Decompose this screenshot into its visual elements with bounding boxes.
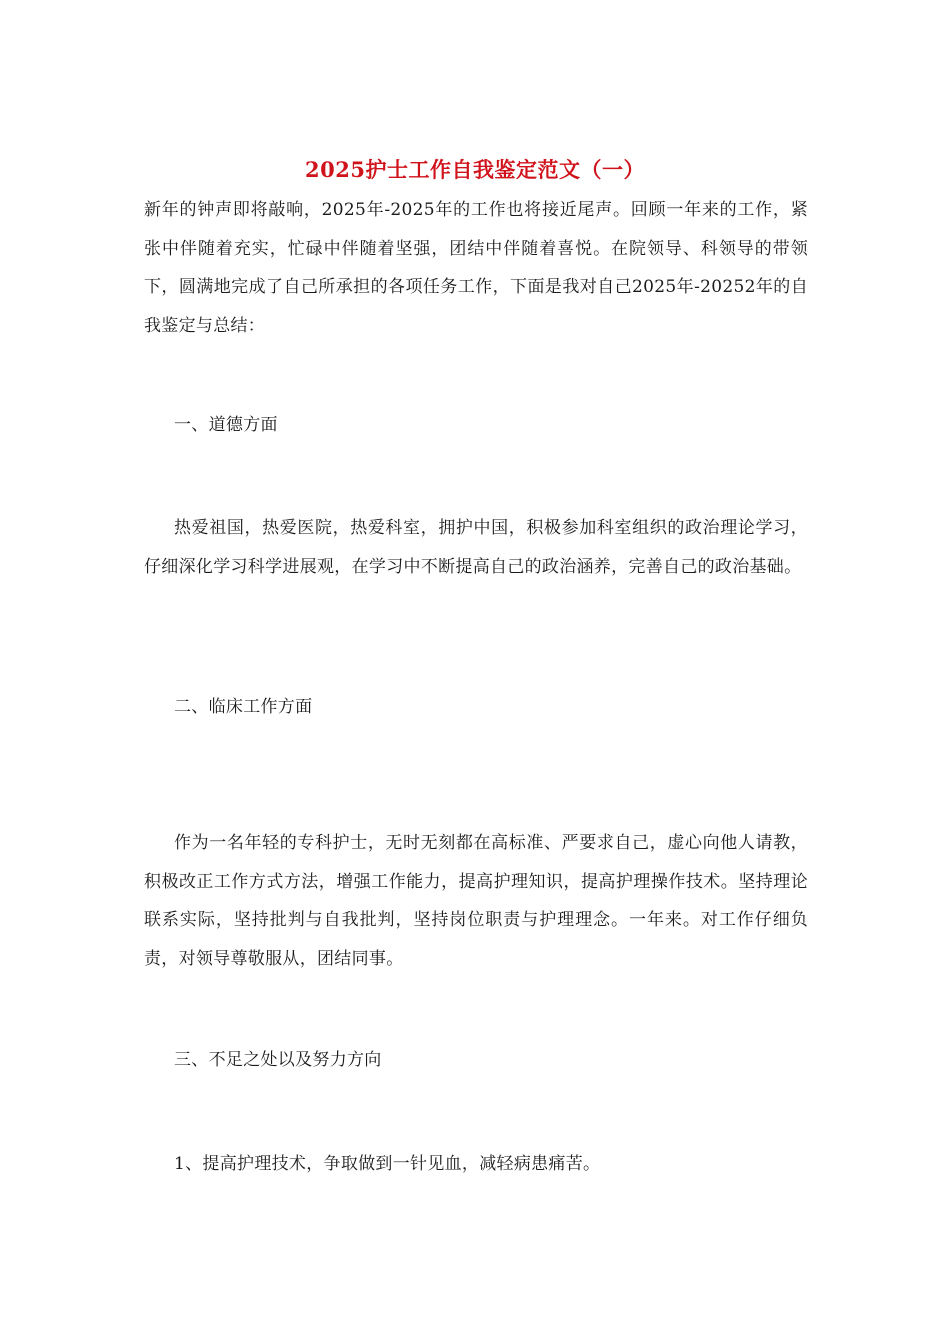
- section-body-shortcomings: 1、提高护理技术，争取做到一针见血，减轻病患痛苦。: [174, 1154, 601, 1174]
- section-body-clinical-work: 作为一名年轻的专科护士，无时无刻都在高标准、严要求自己，虚心向他人请教，积极改正工作方式方法，增强工作能力，提高护理知识，提高护理操作技术。坚持理论联系实际，坚持批判与自我批判，坚持岗位职责与护理理念。一年来。对工作仔细负责，对领导尊敬服从，团结同事。: [144, 833, 808, 969]
- section-heading-clinical-work: 二、临床工作方面: [174, 697, 313, 717]
- section-heading-shortcomings: 三、不足之处以及努力方向: [174, 1050, 382, 1070]
- intro-paragraph: 新年的钟声即将敲响，2025年-2025年的工作也将接近尾声。回顾一年来的工作，紧张中伴随着充实，忙碌中伴随着坚强，团结中伴随着喜悦。在院领导、科领导的带领下，圆满地完成了自己所承担的各项任务工作，下面是我对自己2025年-20252年的自我鉴定与总结：: [144, 200, 808, 336]
- section-body-morality: 热爱祖国，热爱医院，热爱科室，拥护中国，积极参加科室组织的政治理论学习，仔细深化学习科学进展观，在学习中不断提高自己的政治涵养，完善自己的政治基础。: [144, 518, 808, 577]
- section-heading-morality: 一、道德方面: [174, 415, 278, 435]
- document-title: 2025护士工作自我鉴定范文（一）: [305, 157, 645, 182]
